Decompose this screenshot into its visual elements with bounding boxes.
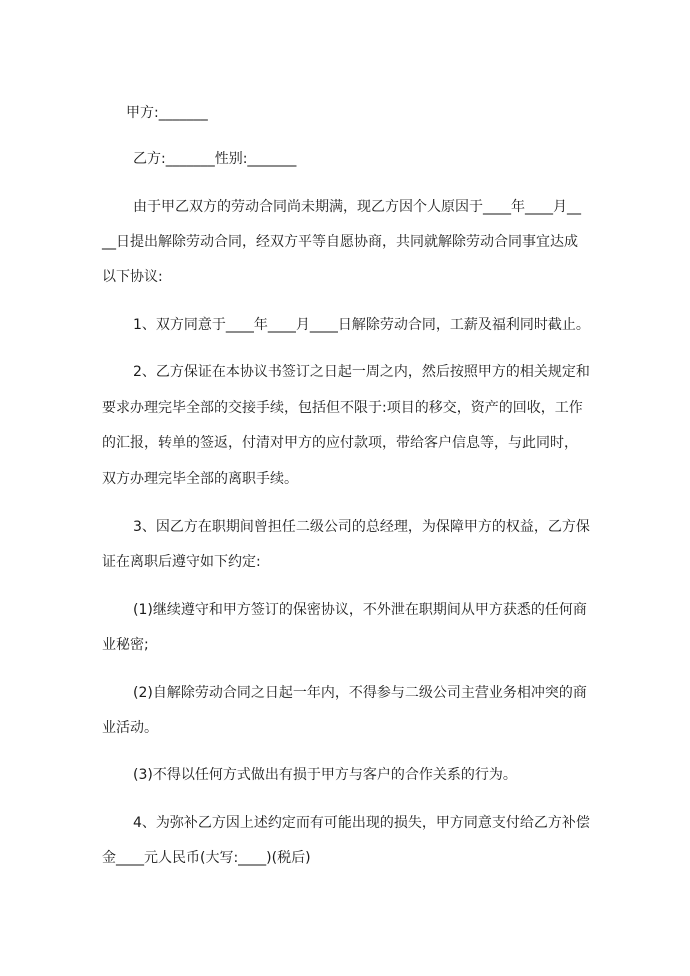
- clause-2-line: 要求办理完毕全部的交接手续，包括但不限于:项目的移交，资产的回收，工作: [102, 400, 583, 416]
- clause-1-line: 1、双方同意于____年____月____日解除劳动合同，工薪及福利同时截止。: [133, 317, 590, 333]
- clause-3-line: 证在离职后遵守如下约定:: [102, 554, 261, 570]
- clause-2-line: 双方办理完毕全部的离职手续。: [102, 471, 298, 487]
- intro-paragraph-line: __日提出解除劳动合同，经双方平等自愿协商，共同就解除劳动合同事宜达成: [102, 234, 578, 250]
- sub-clause-1-line: (1)继续遵守和甲方签订的保密协议，不外泄在职期间从甲方获悉的任何商: [133, 602, 587, 618]
- party-a-line: 甲方:_______: [126, 105, 208, 121]
- sub-clause-3-line: (3)不得以任何方式做出有损于甲方与客户的合作关系的行为。: [133, 767, 517, 783]
- intro-paragraph-line: 由于甲乙双方的劳动合同尚未期满，现乙方因个人原因于____年____月__: [133, 199, 581, 215]
- sub-clause-1-line: 业秘密;: [102, 637, 149, 653]
- intro-paragraph-line: 以下协议:: [102, 269, 163, 285]
- sub-clause-2-line: 业活动。: [102, 720, 158, 736]
- clause-2-line: 的汇报，转单的签返，付清对甲方的应付款项，带给客户信息等，与此同时，: [102, 435, 578, 451]
- clause-3-line: 3、因乙方在职期间曾担任二级公司的总经理，为保障甲方的权益，乙方保: [133, 519, 590, 535]
- clause-2-line: 2、乙方保证在本协议书签订之日起一周之内，然后按照甲方的相关规定和: [133, 364, 590, 380]
- party-b-line: 乙方:_______性别:_______: [133, 151, 297, 167]
- clause-4-line: 4、为弥补乙方因上述约定而有可能出现的损失，甲方同意支付给乙方补偿: [133, 815, 590, 831]
- clause-4-line: 金____元人民币(大写:____)(税后): [102, 850, 311, 866]
- sub-clause-2-line: (2)自解除劳动合同之日起一年内，不得参与二级公司主营业务相冲突的商: [133, 685, 587, 701]
